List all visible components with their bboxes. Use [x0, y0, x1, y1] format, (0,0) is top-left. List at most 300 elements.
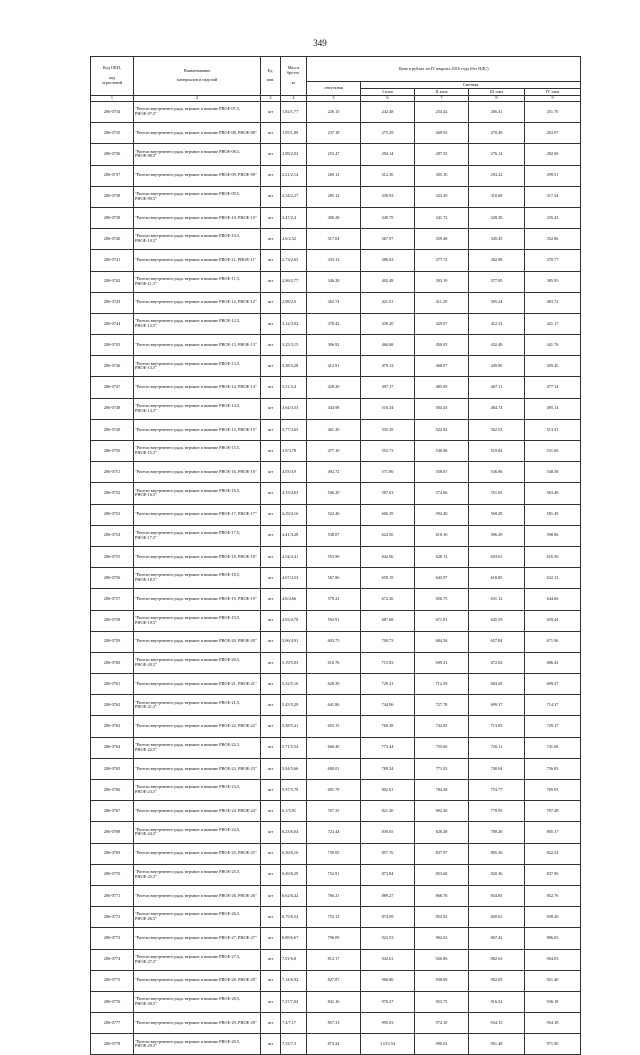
table-row: [91, 758, 581, 779]
release-price-cell: 300.28: [307, 207, 361, 228]
zone3-price-cell: 377.85: [469, 271, 525, 292]
zone2-price-cell: 742.85: [415, 716, 469, 737]
zone2-price-cell: 522.94: [415, 419, 469, 440]
name-cell: "Ригели внутреннего ряда, верхние и нижние РВОЕ-07,5, РНОЕ-07,5": [134, 102, 261, 123]
zone3-price-cell: 467.11: [469, 377, 525, 398]
name-cell: "Ригели внутреннего ряда, верхние и нижние РВОЕ-15,5, РНОЕ-15,5": [134, 441, 261, 462]
table-row: [91, 229, 581, 250]
zone4-price-cell: 921.40: [525, 970, 581, 991]
release-price-cell: 628.29: [307, 674, 361, 695]
zone4-price-cell: 632.13: [525, 568, 581, 589]
unit-cell: шт: [261, 419, 281, 440]
zone1-price-cell: 439.20: [361, 313, 415, 334]
zone1-price-cell: 923.53: [361, 928, 415, 949]
mass-cell: 3,77/3,65: [281, 419, 307, 440]
table-row: [91, 165, 581, 186]
mass-cell: 5,97/5,79: [281, 780, 307, 801]
zone2-price-cell: 972.10: [415, 1013, 469, 1034]
mass-cell: 2,47/2,4: [281, 207, 307, 228]
table-row: [91, 207, 581, 228]
unit-cell: шт: [261, 271, 281, 292]
zone1-price-cell: 367.97: [361, 229, 415, 250]
unit-cell: шт: [261, 483, 281, 504]
release-price-cell: 492.72: [307, 462, 361, 483]
code-cell: 206-0772: [91, 907, 134, 928]
header-release-price: отпускная: [307, 82, 361, 96]
zone2-price-cell: 429.07: [415, 313, 469, 334]
release-price-cell: 412.91: [307, 356, 361, 377]
release-price-cell: 396.92: [307, 335, 361, 356]
unit-cell: шт: [261, 780, 281, 801]
zone2-price-cell: 990.02: [415, 1034, 469, 1055]
mass-cell: 2,6/2,52: [281, 229, 307, 250]
zone2-price-cell: 341.72: [415, 207, 469, 228]
mass-cell: 5,58/5,41: [281, 716, 307, 737]
zone1-price-cell: 960.86: [361, 970, 415, 991]
zone1-price-cell: 672.26: [361, 589, 415, 610]
unit-cell: шт: [261, 546, 281, 567]
unit-cell: шт: [261, 568, 281, 589]
name-cell: "Ригели внутреннего ряда, верхние и нижние РВОЕ-22,5, РНОЕ-22,5": [134, 737, 261, 758]
zone3-price-cell: 820.36: [469, 864, 525, 885]
zone2-price-cell: 802.26: [415, 801, 469, 822]
name-cell: "Ригели внутреннего ряда, верхние и нижние РВОЕ-29, РНОЕ-29": [134, 1013, 261, 1034]
table-row: [91, 250, 581, 271]
unit-cell: шт: [261, 822, 281, 843]
zone4-price-cell: 495.14: [525, 398, 581, 419]
code-cell: 206-0762: [91, 695, 134, 716]
table-row: [91, 144, 581, 165]
code-cell: 206-0763: [91, 716, 134, 737]
zone2-price-cell: 540.96: [415, 441, 469, 462]
code-cell: 206-0735: [91, 123, 134, 144]
name-cell: "Ригели внутреннего ряда, верхние и нижние РВОЕ-24, РНОЕ-24": [134, 801, 261, 822]
zone1-price-cell: 479.12: [361, 356, 415, 377]
zone4-price-cell: 659.44: [525, 610, 581, 631]
zone2-price-cell: 254.42: [415, 102, 469, 123]
code-cell: 206-0767: [91, 801, 134, 822]
mass-cell: 5,06/4,91: [281, 631, 307, 652]
name-cell: "Ригели внутреннего ряда, верхние и нижние РВОЕ-18, РНОЕ-18": [134, 546, 261, 567]
unit-cell: шт: [261, 758, 281, 779]
header-zone-2: II зона: [415, 89, 469, 96]
unit-cell: шт: [261, 991, 281, 1012]
unit-cell: шт: [261, 123, 281, 144]
unit-cell: шт: [261, 292, 281, 313]
zone1-price-cell: 421.01: [361, 292, 415, 313]
name-cell: "Ригели внутреннего ряда, верхние и нижние РВОЕ-12, РНОЕ-12": [134, 292, 261, 313]
zone2-price-cell: 504.43: [415, 398, 469, 419]
zone4-price-cell: 335.43: [525, 207, 581, 228]
unit-cell: шт: [261, 695, 281, 716]
table-row: [91, 907, 581, 928]
release-price-cell: 655.15: [307, 716, 361, 737]
name-cell: "Ригели внутреннего ряда, верхние и нижние РВОЕ-17, РНОЕ-17": [134, 504, 261, 525]
code-cell: 206-0740: [91, 229, 134, 250]
release-price-cell: 739.05: [307, 843, 361, 864]
unit-cell: шт: [261, 207, 281, 228]
zone3-price-cell: 631.12: [469, 589, 525, 610]
unit-cell: шт: [261, 610, 281, 631]
zone1-price-cell: 242.48: [361, 102, 415, 123]
unit-cell: шт: [261, 504, 281, 525]
name-cell: "Ригели внутреннего ряда, верхние и нижние РВОЕ-26, РНОЕ-26": [134, 885, 261, 906]
header-mass: Масса брутто, кг: [281, 57, 307, 96]
release-price-cell: 796.09: [307, 928, 361, 949]
name-cell: "Ригели внутреннего ряда, верхние и нижние РВОЕ-29,5, РНОЕ-29,5": [134, 1034, 261, 1055]
name-cell: "Ригели внутреннего ряда, верхние и нижние РВОЕ-08, РНОЕ-08": [134, 123, 261, 144]
zone2-price-cell: 902.63: [415, 928, 469, 949]
zone2-price-cell: 837.97: [415, 843, 469, 864]
table-row: [91, 441, 581, 462]
code-cell: 206-0741: [91, 250, 134, 271]
mass-cell: 4,8/4,66: [281, 589, 307, 610]
zone1-price-cell: 553.73: [361, 441, 415, 462]
code-cell: 206-0754: [91, 525, 134, 546]
zone2-price-cell: 485.69: [415, 377, 469, 398]
zone2-price-cell: 656.75: [415, 589, 469, 610]
header-estimate: Сметная: [361, 82, 581, 89]
table-row: [91, 631, 581, 652]
zone4-price-cell: 756.83: [525, 758, 581, 779]
zone2-price-cell: 953.75: [415, 991, 469, 1012]
zone2-price-cell: 411.29: [415, 292, 469, 313]
name-cell: "Ригели внутреннего ряда, верхние и нижние РВОЕ-13, РНОЕ-13": [134, 335, 261, 356]
unit-cell: шт: [261, 885, 281, 906]
zone2-price-cell: 771.03: [415, 758, 469, 779]
zone2-price-cell: 820.28: [415, 822, 469, 843]
code-cell: 206-0768: [91, 822, 134, 843]
zone3-price-cell: 788.26: [469, 822, 525, 843]
name-cell: "Ригели внутреннего ряда, верхние и нижние РВОЕ-11,5, РНОЕ-11,5": [134, 271, 261, 292]
zone4-price-cell: 699.27: [525, 674, 581, 695]
zone4-price-cell: 644.66: [525, 589, 581, 610]
code-cell: 206-0743: [91, 292, 134, 313]
unit-cell: шт: [261, 250, 281, 271]
name-cell: "Ригели внутреннего ряда, верхние и нижние РВОЕ-12,5, РНОЕ-12,5": [134, 313, 261, 334]
mass-cell: 2,98/2,9: [281, 292, 307, 313]
release-price-cell: 506.29: [307, 483, 361, 504]
header-price-title: Цена в рублях на IV квартал 2016 года (без НДС): [307, 57, 581, 82]
zone3-price-cell: 934.15: [469, 1013, 525, 1034]
zone3-price-cell: 345.45: [469, 229, 525, 250]
code-cell: 206-0765: [91, 758, 134, 779]
unit-cell: шт: [261, 674, 281, 695]
zone3-price-cell: 672.02: [469, 652, 525, 673]
name-cell: "Ригели внутреннего ряда, верхние и нижние РВОЕ-21,5, РНОЕ-21,5": [134, 695, 261, 716]
zone1-price-cell: 874.09: [361, 907, 415, 928]
unit-cell: шт: [261, 801, 281, 822]
zone3-price-cell: 753.77: [469, 780, 525, 801]
zone1-price-cell: 535.29: [361, 419, 415, 440]
zone4-price-cell: 403.72: [525, 292, 581, 313]
price-table: [90, 56, 581, 1055]
zone2-price-cell: 558.67: [415, 462, 469, 483]
zone1-price-cell: 839.65: [361, 822, 415, 843]
zone4-price-cell: 671.96: [525, 631, 581, 652]
zone1-price-cell: 606.39: [361, 504, 415, 525]
zone3-price-cell: 618.85: [469, 568, 525, 589]
zone4-price-cell: 936.18: [525, 991, 581, 1012]
zone1-price-cell: 624.50: [361, 525, 415, 546]
table-row: [91, 652, 581, 673]
name-cell: "Ригели внутреннего ряда, верхние и нижние РВОЕ-27,5, РНОЕ-27,5": [134, 949, 261, 970]
zone1-price-cell: 1 013.54: [361, 1034, 415, 1055]
zone1-price-cell: 715.83: [361, 652, 415, 673]
zone4-price-cell: 886.03: [525, 928, 581, 949]
zone1-price-cell: 294.14: [361, 144, 415, 165]
release-price-cell: 680.01: [307, 758, 361, 779]
zone3-price-cell: 770.95: [469, 801, 525, 822]
zone3-price-cell: 412.33: [469, 313, 525, 334]
release-price-cell: 766.21: [307, 885, 361, 906]
code-cell: 206-0755: [91, 546, 134, 567]
name-cell: "Ригели внутреннего ряда, верхние и нижние РВОЕ-14, РНОЕ-14": [134, 377, 261, 398]
zone1-price-cell: 873.84: [361, 864, 415, 885]
zone1-price-cell: 460.68: [361, 335, 415, 356]
zone4-price-cell: 729.17: [525, 716, 581, 737]
zone2-price-cell: 920.86: [415, 949, 469, 970]
header-unit: Ед. изм.: [261, 57, 281, 96]
code-cell: 206-0776: [91, 991, 134, 1012]
mass-cell: 3,38/3,28: [281, 356, 307, 377]
zone3-price-cell: 951.48: [469, 1034, 525, 1055]
table-row: [91, 864, 581, 885]
zone4-price-cell: 686.43: [525, 652, 581, 673]
zone3-price-cell: 362.98: [469, 250, 525, 271]
zone2-price-cell: 610.10: [415, 525, 469, 546]
table-row: [91, 716, 581, 737]
code-cell: 206-0747: [91, 377, 134, 398]
release-price-cell: 378.42: [307, 313, 361, 334]
code-cell: 206-0756: [91, 568, 134, 589]
mass-cell: 7,4/7,17: [281, 1013, 307, 1034]
release-price-cell: 592.91: [307, 610, 361, 631]
mass-cell: 4,93/4,78: [281, 610, 307, 631]
table-row: [91, 356, 581, 377]
name-cell: "Ригели внутреннего ряда, верхние и нижние РВОЕ-11, РНОЕ-11": [134, 250, 261, 271]
zone2-price-cell: 287.35: [415, 144, 469, 165]
zone4-price-cell: 282.06: [525, 144, 581, 165]
code-cell: 206-0764: [91, 737, 134, 758]
name-cell: "Ригели внутреннего ряда, верхние и нижние РВОЕ-26,5, РНОЕ-26,5": [134, 907, 261, 928]
zone4-price-cell: 838.20: [525, 907, 581, 928]
zone2-price-cell: 784.38: [415, 780, 469, 801]
code-cell: 206-0736: [91, 144, 134, 165]
zone3-price-cell: 740.94: [469, 758, 525, 779]
unit-cell: шт: [261, 652, 281, 673]
mass-cell: 4,54/4,41: [281, 546, 307, 567]
code-cell: 206-0770: [91, 864, 134, 885]
unit-cell: шт: [261, 144, 281, 165]
zone4-price-cell: 741.68: [525, 737, 581, 758]
zone1-price-cell: 571.86: [361, 462, 415, 483]
code-cell: 206-0777: [91, 1013, 134, 1034]
release-price-cell: 317.04: [307, 229, 361, 250]
zone2-price-cell: 268.93: [415, 123, 469, 144]
zone3-price-cell: 519.84: [469, 441, 525, 462]
release-price-cell: 827.87: [307, 970, 361, 991]
zone2-price-cell: 727.78: [415, 695, 469, 716]
name-cell: "Ригели внутреннего ряда, верхние и нижние РВОЕ-08,5, РНОЕ-08,5": [134, 144, 261, 165]
zone2-price-cell: 938.69: [415, 970, 469, 991]
mass-cell: 2,08/2,02: [281, 144, 307, 165]
unit-cell: шт: [261, 864, 281, 885]
mass-cell: 4,41/4,28: [281, 525, 307, 546]
zone3-price-cell: 586.29: [469, 525, 525, 546]
zone2-price-cell: 377.72: [415, 250, 469, 271]
zone4-price-cell: 581.49: [525, 504, 581, 525]
zone3-price-cell: 502.53: [469, 419, 525, 440]
release-price-cell: 707.35: [307, 801, 361, 822]
mass-cell: 2,86/2,77: [281, 271, 307, 292]
zone3-price-cell: 916.52: [469, 991, 525, 1012]
code-cell: 206-0748: [91, 398, 134, 419]
zone2-price-cell: 574.06: [415, 483, 469, 504]
release-price-cell: 237.18: [307, 123, 361, 144]
unit-cell: шт: [261, 716, 281, 737]
mass-cell: 1,82/1,77: [281, 102, 307, 123]
unit-cell: шт: [261, 377, 281, 398]
zone2-price-cell: 755.60: [415, 737, 469, 758]
header-code: Код ОКП, код отраслевой: [91, 57, 134, 96]
table-row: [91, 292, 581, 313]
zone1-price-cell: 312.30: [361, 165, 415, 186]
zone3-price-cell: 902.05: [469, 970, 525, 991]
zone2-price-cell: 468.07: [415, 356, 469, 377]
release-price-cell: 873.24: [307, 1034, 361, 1055]
unit-cell: шт: [261, 907, 281, 928]
unit-cell: шт: [261, 165, 281, 186]
release-price-cell: 666.40: [307, 737, 361, 758]
unit-cell: шт: [261, 525, 281, 546]
table-row: [91, 1034, 581, 1055]
zone4-price-cell: 769.93: [525, 780, 581, 801]
name-cell: "Ригели внутреннего ряда, верхние и нижние РВОЕ-23, РНОЕ-23": [134, 758, 261, 779]
code-cell: 206-0778: [91, 1034, 134, 1055]
zone4-price-cell: 852.76: [525, 885, 581, 906]
zone3-price-cell: 834.85: [469, 885, 525, 906]
mass-cell: 4,29/4,16: [281, 504, 307, 525]
name-cell: "Ригели внутреннего ряда, верхние и нижние РВОЕ-19, РНОЕ-19": [134, 589, 261, 610]
mass-cell: 7,01/6,8: [281, 949, 307, 970]
code-cell: 206-0746: [91, 356, 134, 377]
name-cell: "Ригели внутреннего ряда, верхние и нижние РВОЕ-17,5, РНОЕ-17,5": [134, 525, 261, 546]
name-cell: "Ригели внутреннего ряда, верхние и нижние РВОЕ-10, РНОЕ-10": [134, 207, 261, 228]
table-row: [91, 928, 581, 949]
zone2-price-cell: 699.31: [415, 652, 469, 673]
code-cell: 206-0760: [91, 652, 134, 673]
table-row: [91, 843, 581, 864]
code-cell: 206-0751: [91, 462, 134, 483]
name-cell: "Ригели внутреннего ряда, верхние и нижние РВОЕ-16, РНОЕ-16": [134, 462, 261, 483]
zone3-price-cell: 266.41: [469, 102, 525, 123]
code-cell: 206-0766: [91, 780, 134, 801]
zone3-price-cell: 603.61: [469, 546, 525, 567]
release-price-cell: 333.13: [307, 250, 361, 271]
zone4-price-cell: 837.96: [525, 864, 581, 885]
release-price-cell: 616.76: [307, 652, 361, 673]
unit-cell: шт: [261, 970, 281, 991]
column-number: 6: [361, 96, 415, 102]
name-cell: "Ригели внутреннего ряда, верхние и нижние РВОЕ-09, РНОЕ-09": [134, 165, 261, 186]
mass-cell: 7,27/7,04: [281, 991, 307, 1012]
code-cell: 206-0737: [91, 165, 134, 186]
zone1-price-cell: 349.79: [361, 207, 415, 228]
name-cell: "Ригели внутреннего ряда, верхние и нижние РВОЕ-10,5, РНОЕ-10,5": [134, 229, 261, 250]
table-row: [91, 377, 581, 398]
name-cell: "Ригели внутреннего ряда, верхние и нижние РВОЕ-19,5, РНОЕ-19,5": [134, 610, 261, 631]
zone3-price-cell: 276.14: [469, 144, 525, 165]
zone1-price-cell: 802.91: [361, 780, 415, 801]
table-row: [91, 568, 581, 589]
mass-cell: 7,14/6,92: [281, 970, 307, 991]
table-row: [91, 186, 581, 207]
mass-cell: 3,9/3,78: [281, 441, 307, 462]
zone1-price-cell: 330.93: [361, 186, 415, 207]
column-number: 8: [469, 96, 525, 102]
zone2-price-cell: 592.40: [415, 504, 469, 525]
zone4-price-cell: 822.54: [525, 843, 581, 864]
code-cell: 206-0771: [91, 885, 134, 906]
mass-cell: 5,84/5,66: [281, 758, 307, 779]
release-price-cell: 753.12: [307, 907, 361, 928]
zone4-price-cell: 805.17: [525, 822, 581, 843]
release-price-cell: 553.96: [307, 546, 361, 567]
mass-cell: 6,1/5,91: [281, 801, 307, 822]
mass-cell: 6,23/6,04: [281, 822, 307, 843]
table-row: [91, 398, 581, 419]
page-number: 349: [313, 38, 327, 48]
mass-cell: 6,62/6,42: [281, 885, 307, 906]
zone3-price-cell: 820.61: [469, 907, 525, 928]
zone1-price-cell: 275.29: [361, 123, 415, 144]
zone4-price-cell: 714.37: [525, 695, 581, 716]
unit-cell: шт: [261, 102, 281, 123]
column-number: 5: [307, 96, 361, 102]
mass-cell: 3,12/3,02: [281, 313, 307, 334]
mass-cell: 5,45/5,29: [281, 695, 307, 716]
code-cell: 206-0742: [91, 271, 134, 292]
unit-cell: шт: [261, 186, 281, 207]
zone3-price-cell: 395.24: [469, 292, 525, 313]
zone3-price-cell: 713.85: [469, 716, 525, 737]
zone1-price-cell: 700.73: [361, 631, 415, 652]
zone1-price-cell: 587.63: [361, 483, 415, 504]
name-cell: "Ригели внутреннего ряда, верхние и нижние РВОЕ-20,5, РНОЕ-20,5": [134, 652, 261, 673]
code-cell: 206-0734: [91, 102, 134, 123]
table-row: [91, 504, 581, 525]
mass-cell: 2,34/2,27: [281, 186, 307, 207]
table-row: [91, 462, 581, 483]
table-row: [91, 271, 581, 292]
zone1-price-cell: 857.76: [361, 843, 415, 864]
name-cell: "Ригели внутреннего ряда, верхние и нижние РВОЕ-13,5, РНОЕ-13,5": [134, 356, 261, 377]
zone3-price-cell: 699.37: [469, 695, 525, 716]
unit-cell: шт: [261, 462, 281, 483]
zone1-price-cell: 497.17: [361, 377, 415, 398]
name-cell: "Ригели внутреннего ряда, верхние и нижние РВОЕ-22, РНОЕ-22": [134, 716, 261, 737]
zone2-price-cell: 671.81: [415, 610, 469, 631]
table-row: [91, 695, 581, 716]
column-number: 9: [525, 96, 581, 102]
zone4-price-cell: 251.70: [525, 102, 581, 123]
unit-cell: шт: [261, 589, 281, 610]
mass-cell: 6,49/6,29: [281, 864, 307, 885]
zone2-price-cell: 643.97: [415, 568, 469, 589]
name-cell: "Ригели внутреннего ряда, верхние и нижние РВОЕ-16,5, РНОЕ-16,5": [134, 483, 261, 504]
table-row: [91, 801, 581, 822]
